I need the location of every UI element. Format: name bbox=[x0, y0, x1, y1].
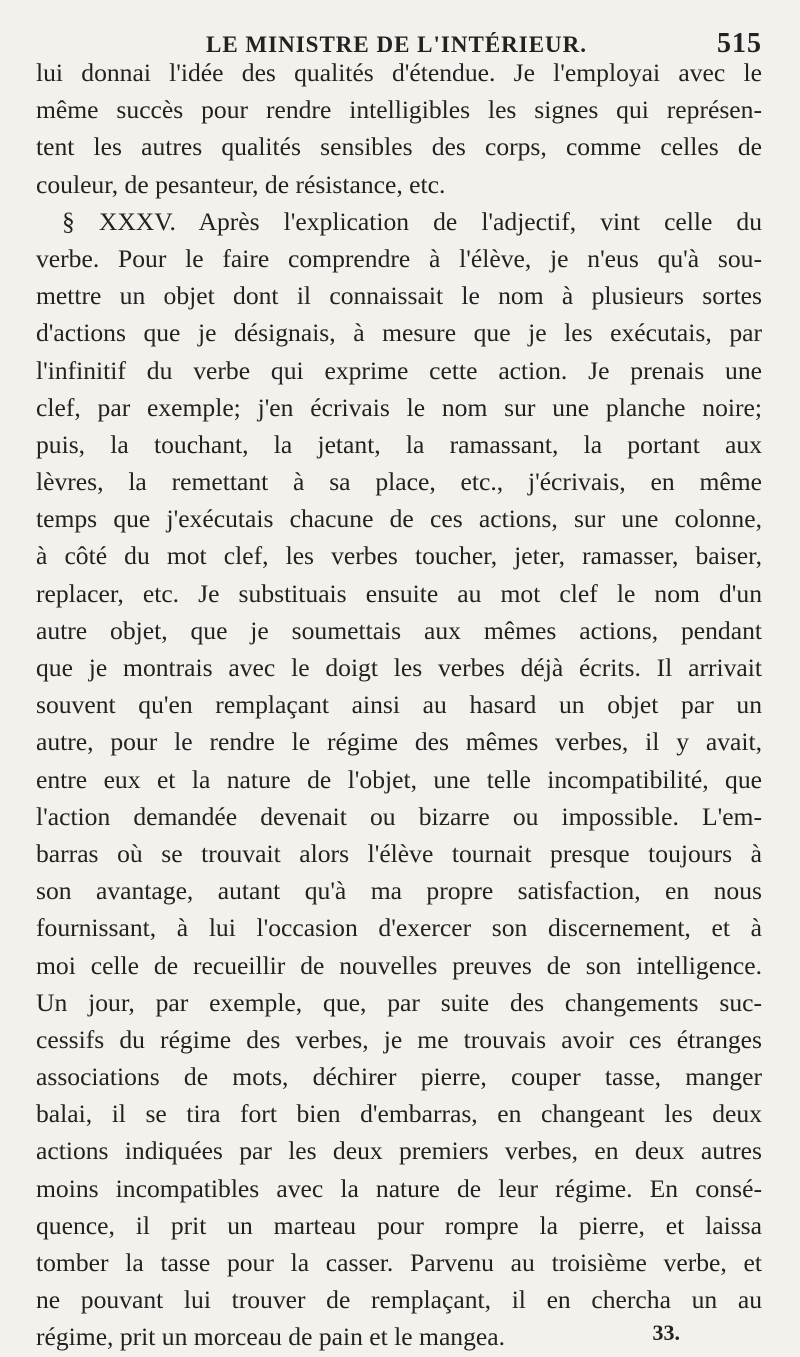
text-line: replacer, etc. Je substituais ensuite au mot clef le nom d'un bbox=[36, 578, 762, 608]
running-title: LE MINISTRE DE L'INTÉRIEUR. bbox=[206, 32, 588, 57]
text-line: régime, prit un morceau de pain et le mangea. bbox=[36, 1322, 506, 1352]
text-line: autre, pour le rendre le régime des mêmes verbes, il y avait, bbox=[36, 727, 762, 757]
text-line: actions indiquées par les deux premiers verbes, en deux autres bbox=[36, 1136, 762, 1166]
text-line: à côté du mot clef, les verbes toucher, jeter, ramasser, baiser, bbox=[36, 541, 762, 571]
text-line: lui donnai l'idée des qualités d'étendue. Je l'employai avec le bbox=[36, 58, 762, 87]
text-line: cessifs du régime des verbes, je me trouvais avoir ces étranges bbox=[36, 1024, 762, 1054]
text-line: que je montrais avec le doigt les verbes déjà écrits. Il arrivait bbox=[36, 653, 762, 682]
text-line: autre objet, que je soumettais aux mêmes actions, pendant bbox=[36, 615, 762, 645]
text-line: ne pouvant lui trouver de remplaçant, il en chercha un au bbox=[36, 1285, 762, 1315]
text-line: puis, la touchant, la jetant, la ramassant, la portant aux bbox=[36, 429, 762, 459]
text-line: balai, il se tira fort bien d'embarras, en changeant les deux bbox=[36, 1099, 762, 1129]
text-line: mettre un objet dont il connaissait le nom à plusieurs sortes bbox=[36, 281, 762, 311]
text-line: son avantage, autant qu'à ma propre satisfaction, en nous bbox=[36, 876, 762, 906]
text-line: moi celle de recueillir de nouvelles preuves de son intelligence. bbox=[36, 950, 762, 980]
text-line: lèvres, la remettant à sa place, etc., j'écrivais, en même bbox=[36, 467, 762, 497]
text-line: associations de mots, déchirer pierre, couper tasse, manger bbox=[36, 1062, 762, 1092]
text-line: l'action demandée devenait ou bizarre ou impossible. L'em- bbox=[36, 801, 762, 831]
text-line: souvent qu'en remplaçant ainsi au hasard un objet par un bbox=[36, 690, 762, 720]
text-line: verbe. Pour le faire comprendre à l'élève, je n'eus qu'à sou- bbox=[36, 243, 762, 273]
text-line: tent les autres qualités sensibles des corps, comme celles de bbox=[36, 132, 762, 162]
running-header bbox=[36, 14, 762, 59]
section-start-line: § XXXV. Après l'explication de l'adjectif, vint celle du bbox=[62, 206, 762, 236]
text-line: couleur, de pesanteur, de résistance, etc. bbox=[36, 169, 446, 199]
text-line: Un jour, par exemple, que, par suite des changements suc- bbox=[36, 987, 762, 1017]
body-text bbox=[36, 54, 762, 1356]
text-line: temps que j'exécutais chacune de ces actions, sur une colonne, bbox=[36, 504, 762, 534]
text-line: clef, par exemple; j'en écrivais le nom sur une planche noire; bbox=[36, 392, 762, 422]
text-line: fournissant, à lui l'occasion d'exercer son discernement, et à bbox=[36, 913, 762, 943]
page-number: 515 bbox=[717, 28, 762, 59]
text-line: d'actions que je désignais, à mesure que je les exécutais, par bbox=[36, 318, 762, 348]
text-line: même succès pour rendre intelligibles les signes qui représen- bbox=[36, 95, 762, 125]
text-line: moins incompatibles avec la nature de leur régime. En consé- bbox=[36, 1173, 762, 1203]
text-line: quence, il prit un marteau pour rompre la pierre, et laissa bbox=[36, 1210, 762, 1240]
text-line: entre eux et la nature de l'objet, une telle incompatibilité, que bbox=[36, 764, 762, 794]
text-line: l'infinitif du verbe qui exprime cette action. Je prenais une bbox=[36, 355, 762, 385]
signature-mark: 33. bbox=[652, 1320, 680, 1345]
text-line: tomber la tasse pour la casser. Parvenu au troisième verbe, et bbox=[36, 1248, 762, 1277]
text-line: barras où se trouvait alors l'élève tournait presque toujours à bbox=[36, 838, 762, 868]
